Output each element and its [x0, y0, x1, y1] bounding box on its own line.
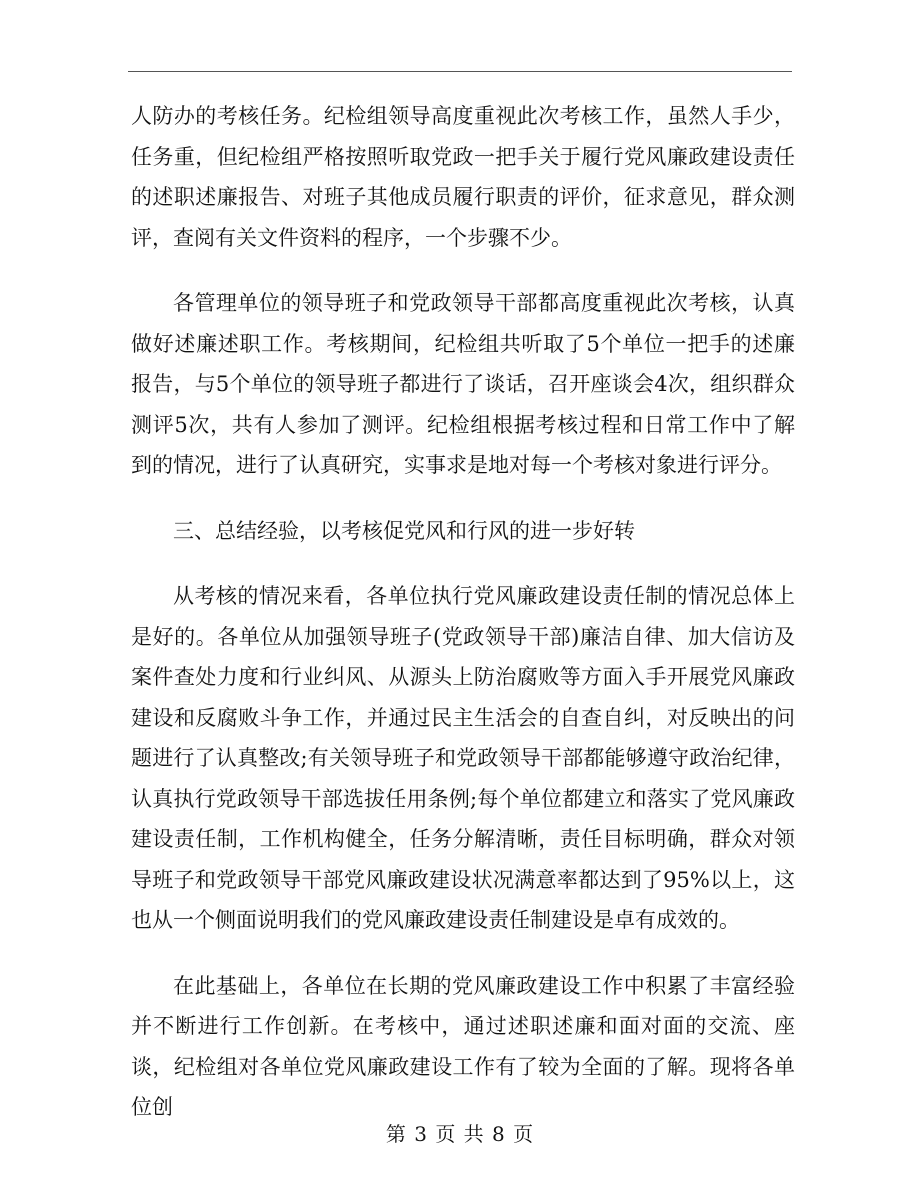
- paragraph-4: 从考核的情况来看，各单位执行党风廉政建设责任制的情况总体上是好的。各单位从加强领导班子(党政领导干部)廉洁自律、加大信访及案件查处力度和行业纠风、从源头上防治腐败等方面入手开展党风廉政建设和反腐败斗争工作，并通过民主生活会的自查自纠，对反映出的问题进行了认真整改;有关领导班子和党政领导干部都能够遵守政治纪律，认真执行党政领导干部选拔任用条例;每个单位都建立和落实了党风廉政建设责任制，工作机构健全，任务分解清晰，责任目标明确，群众对领导班子和党政领导干部党风廉政建设状况满意率都达到了95%以上，这也从一个侧面说明我们的党风廉政建设责任制建设是卓有成效的。: [131, 584, 795, 932]
- paragraph-2: 各管理单位的领导班子和党政领导干部都高度重视此次考核，认真做好述廉述职工作。考核期间，纪检组共听取了5个单位一把手的述廉报告，与5个单位的领导班子都进行了谈话，召开座谈会4次，组织群众测评5次，共有人参加了测评。纪检组根据考核过程和日常工作中了解到的情况，进行了认真研究，实事求是地对每一个考核对象进行评分。: [131, 291, 795, 477]
- document-body: [131, 96, 795, 1128]
- paragraph-5: 在此基础上，各单位在长期的党风廉政建设工作中积累了丰富经验并不断进行工作创新。在考核中，通过述职述廉和面对面的交流、座谈，纪检组对各单位党风廉政建设工作有了较为全面的了解。现将各单位创: [131, 973, 795, 1119]
- page-number-footer: 第 3 页 共 8 页: [385, 1122, 535, 1146]
- header-rule: [128, 71, 792, 72]
- paragraph-1: 人防办的考核任务。纪检组领导高度重视此次考核工作，虽然人手少，任务重，但纪检组严格按照听取党政一把手关于履行党风廉政建设责任的述职述廉报告、对班子其他成员履行职责的评价，征求意见，群众测评，查阅有关文件资料的程序，一个步骤不少。: [131, 104, 795, 250]
- section-heading: 三、总结经验，以考核促党风和行风的进一步好转: [173, 518, 635, 543]
